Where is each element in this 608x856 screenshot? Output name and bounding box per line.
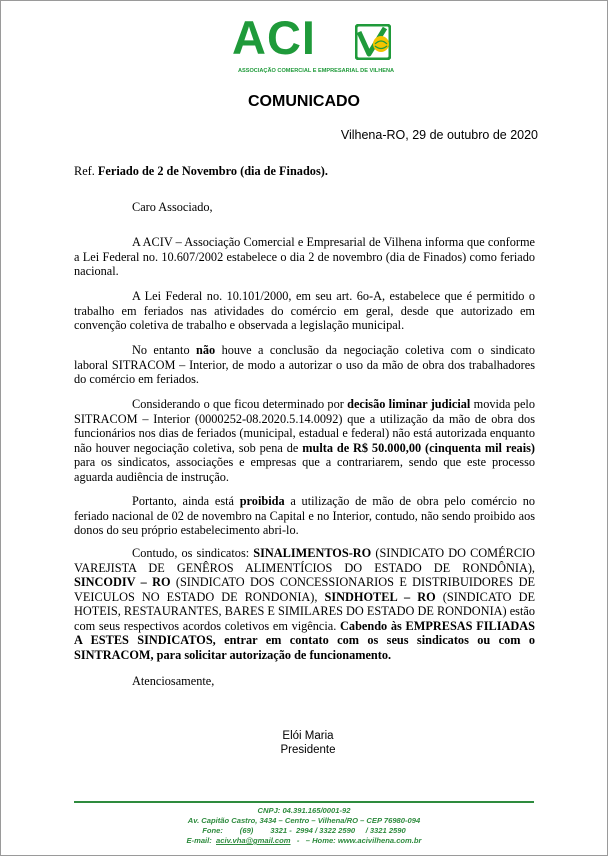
greeting: Caro Associado, <box>132 200 213 214</box>
paragraph-3: No entanto não houve a conclusão da negociação coletiva com o sindicato laboral SITRACOM – Interior, de modo a autorizar o uso da mão de obra dos trabalhadores do comércio em feriados. <box>74 343 536 386</box>
closing: Atenciosamente, <box>132 674 215 688</box>
footer-phone: Fone: (69) 3321 - 2994 / 3322 2590 / 3321 2590 <box>202 826 406 835</box>
footer-address: Av. Capitão Castro, 3434 – Centro – Vilhena/RO – CEP 76980-094 <box>187 816 421 825</box>
reference-prefix: Ref. <box>74 164 98 178</box>
page-title: COMUNICADO <box>248 93 360 110</box>
reference-text: Feriado de 2 de Novembro (dia de Finados). <box>97 164 328 178</box>
footer-contact: E-mail: aciv.vha@gmail.com - – Home: www.acivilhena.com.br <box>186 836 422 845</box>
paragraph-1: A ACIV – Associação Comercial e Empresarial de Vilhena informa que conforme a Lei Federal no. 10.607/2002 estabelece o dia 2 de novembro (dia de Finados) como feriado nacional. <box>74 235 535 278</box>
logo-subtitle: ASSOCIAÇÃO COMERCIAL E EMPRESARIAL DE VILHENA <box>237 68 395 74</box>
footer-cnpj: CNPJ: 04.391.165/0001-92 <box>257 806 351 815</box>
logo-wordmark: ACI <box>232 11 316 64</box>
paragraph-5: Portanto, ainda está proibida a utilização de mão de obra pelo comércio no feriado nacional de 02 de novembro na Capital e no Interior, contudo, não sendo proibido aos donos do seu próprio estabelecimento abri-lo. <box>74 494 535 537</box>
paragraph-4: Considerando o que ficou determinado por decisão liminar judicial movida pelo SITRACOM – Interior (0000252-08.2020.5.14.0092) que a utilização da mão de obra dos funcionários nos dias de feriados (municipal, estadual e federal) não está autorizada enquanto não houver negociação coletiva, sob pena de multa de R$ 50.000,00 (cinquenta mil reais) para os sindicatos, associações e empresas que a contrariarem, sendo que este processo aguarda audiência de instrução. <box>74 397 535 484</box>
aciv-logo <box>232 11 400 76</box>
signer-role: Presidente <box>280 744 336 756</box>
paragraph-2: A Lei Federal no. 10.101/2000, em seu art. 6o-A, estabelece que é permitido o trabalho em feriados nas atividades do comércio em geral, desde que autorizado em convenção coletiva de trabalho e observada a legislação municipal. <box>74 289 535 332</box>
logo-check-icon <box>355 24 391 60</box>
email-link[interactable]: aciv.vha@gmail.com <box>216 836 291 845</box>
website-link[interactable]: www.acivilhena.com.br <box>337 836 422 845</box>
signer-name: Elói Maria <box>282 730 334 742</box>
footer-divider <box>74 801 534 803</box>
letter-date: Vilhena-RO, 29 de outubro de 2020 <box>340 128 538 142</box>
reference-line <box>74 164 328 179</box>
paragraph-6: Contudo, os sindicatos: SINALIMENTOS-RO (SINDICATO DO COMÉRCIO VAREJISTA DE GENÊROS ALIMENTÍCIOS DO ESTADO DE RONDÔNIA), SINCODIV – RO (SINDICATO DOS CONCESSIONARIOS E DISTRIBUIDORES DE VEICULOS NO ESTADO DE RONDONIA), SINDHOTEL – RO (SINDICATO DE HOTEIS, RESTAURANTES, BARES E SIMILARES DO ESTADO DE RONDONIA) estão com seus respectivos acordos coletivos em vigência. Cabendo às EMPRESAS FILIADAS A ESTES SINDICATOS, entrar em contato com os seus sindicatos ou com o SINTRACOM, para solicitar autorização de funcionamento. <box>74 546 535 662</box>
